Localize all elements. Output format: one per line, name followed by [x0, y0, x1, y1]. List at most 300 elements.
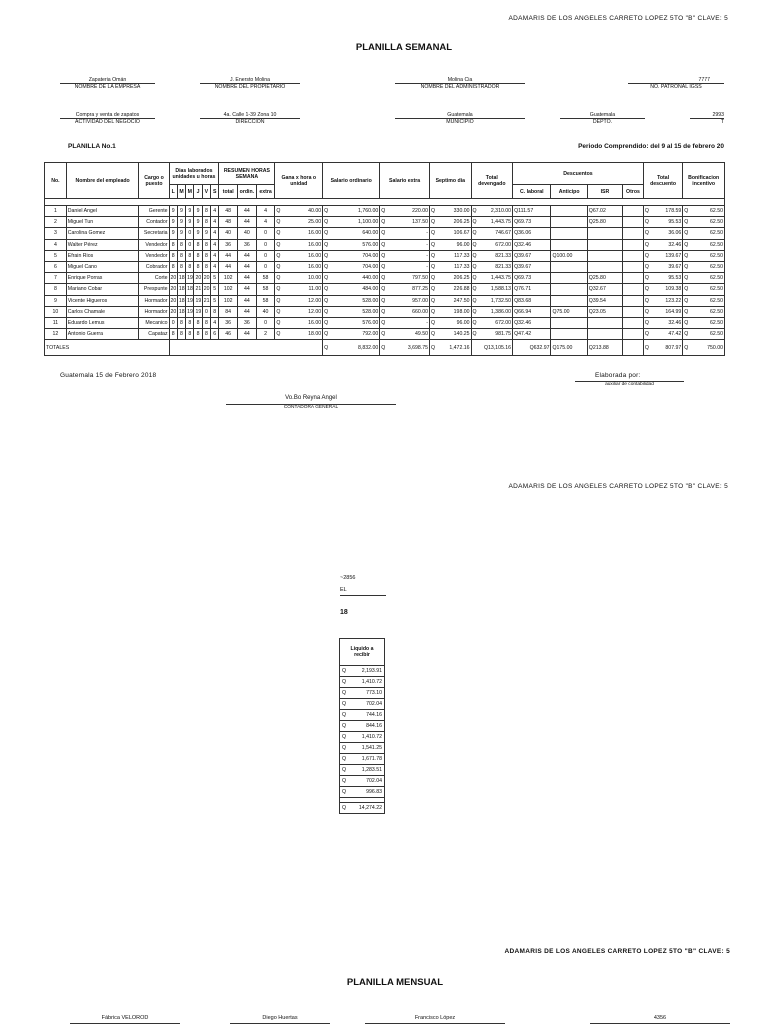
- cell-cargo: Capataz: [139, 329, 169, 340]
- totals-anticipo: [551, 340, 587, 356]
- cell-septimo: [430, 217, 472, 228]
- currency-symbol: Q: [431, 344, 436, 351]
- cell-salario-extra: [380, 317, 430, 328]
- cell-day: 0: [169, 317, 177, 328]
- cell-bonificacion-value: 62.50: [710, 219, 723, 226]
- cell-c-laboral-value: 47.42: [518, 331, 532, 338]
- currency-symbol: Q: [276, 297, 281, 304]
- currency-symbol: Q: [276, 275, 281, 282]
- cell-gana-value: 18.00: [308, 331, 322, 338]
- cell-day: 4: [211, 239, 219, 250]
- cell-otros: [623, 261, 644, 272]
- cell-day: 5: [211, 295, 219, 306]
- currency-symbol: Q: [684, 308, 689, 315]
- cell-day: 8: [186, 250, 194, 261]
- cell-salario-extra-value: 660.00: [412, 308, 429, 315]
- cell-isr: [587, 317, 622, 328]
- currency-symbol: Q: [381, 331, 386, 338]
- cell-extra-hours: 0: [256, 250, 275, 261]
- cell-bonificacion: [683, 295, 725, 306]
- cell-total-descuento: [643, 295, 682, 306]
- liquido-row: [340, 765, 385, 776]
- cell-day: 0: [186, 239, 194, 250]
- cell-bonificacion-value: 62.50: [710, 319, 723, 326]
- cell-extra-hours: 0: [256, 261, 275, 272]
- planilla-number: PLANILLA No.1: [68, 143, 116, 150]
- cell-day: 4: [211, 206, 219, 217]
- currency-symbol: Q: [381, 286, 386, 293]
- cell-septimo-value: 206.25: [453, 219, 470, 226]
- cell-gana: [275, 329, 323, 340]
- currency-symbol: Q: [684, 297, 689, 304]
- cell-septimo-value: 106.67: [453, 230, 470, 237]
- cell-gana: [275, 239, 323, 250]
- liquido-value-value: 844.16: [366, 723, 382, 729]
- liquido-value-value: 1,283.51: [361, 767, 382, 773]
- totals-c-laboral: Q632.97: [513, 340, 551, 356]
- cell-salario-extra-value: 797.50: [412, 275, 429, 282]
- currency-symbol: Q: [431, 241, 436, 248]
- table-row: [45, 261, 725, 272]
- currency-symbol: Q: [514, 241, 519, 248]
- cell-name: Miguel Cano: [66, 261, 139, 272]
- cell-salario-extra: [380, 273, 430, 284]
- cell-gana: [275, 250, 323, 261]
- totals-total-descuento: [643, 340, 682, 356]
- cell-total-hours: 102: [219, 273, 238, 284]
- currency-symbol: Q: [342, 745, 347, 751]
- liquido-value-value: 1,671.78: [361, 756, 382, 762]
- cell-anticipo: [551, 206, 587, 217]
- cell-bonificacion-value: 62.50: [710, 331, 723, 338]
- header-otros: Otros: [623, 185, 644, 199]
- cell-gana: [275, 206, 323, 217]
- currency-symbol: Q: [644, 264, 649, 271]
- currency-symbol: Q: [324, 286, 329, 293]
- cell-salario-ordinario: [323, 261, 380, 272]
- cell-isr-value: 39.54: [592, 297, 606, 304]
- cell-name: Daniel Angel: [66, 206, 139, 217]
- cell-devengado-value: 821.33: [495, 264, 512, 271]
- cell-c-laboral-value: 36.06: [518, 230, 532, 237]
- cell-day: 20: [202, 273, 210, 284]
- cell-day: 8: [194, 329, 202, 340]
- liquido-value: [340, 776, 385, 787]
- cell-gana-value: 16.00: [308, 252, 322, 259]
- currency-symbol: Q: [381, 344, 386, 351]
- cell-devengado: [471, 217, 513, 228]
- cell-salario-ordinario-value: 792.00: [362, 331, 379, 338]
- currency-symbol: Q: [381, 219, 386, 226]
- cell-otros: [623, 317, 644, 328]
- cell-otros: [623, 217, 644, 228]
- cell-total-descuento: [643, 284, 682, 295]
- cell-isr-value: 23.05: [592, 308, 606, 315]
- header-res-ordin: ordin.: [238, 185, 257, 199]
- cell-ordinary-hours: 44: [238, 261, 257, 272]
- cell-gana-value: 25.00: [308, 219, 322, 226]
- cell-day: 4: [211, 317, 219, 328]
- cell-bonificacion: [683, 206, 725, 217]
- student-header: ADAMARIS DE LOS ANGELES CARRETO LOPEZ 5TO "B" CLAVE: 5: [508, 15, 728, 22]
- cell-day: 8: [186, 329, 194, 340]
- currency-symbol: Q: [514, 319, 519, 326]
- cell-no: 11: [45, 317, 67, 328]
- cell-day: 4: [211, 228, 219, 239]
- cell-ordinary-hours: 44: [238, 284, 257, 295]
- cell-septimo: [430, 317, 472, 328]
- cell-day: 9: [194, 228, 202, 239]
- cell-cargo: Corte: [139, 273, 169, 284]
- cell-c-laboral-value: 83.68: [518, 297, 532, 304]
- cell-bonificacion-value: 62.50: [710, 297, 723, 304]
- liquido-total-value: 14,274.22: [358, 805, 382, 811]
- page-title-2: PLANILLA MENSUAL: [346, 977, 444, 988]
- cell-day: 9: [177, 228, 185, 239]
- currency-symbol: Q: [472, 219, 477, 226]
- liquido-value-value: 2,193.91: [361, 668, 382, 674]
- cell-day: 20: [169, 295, 177, 306]
- liquido-value: [340, 688, 385, 699]
- cell-salario-ordinario-value: 1,100.00: [358, 219, 379, 226]
- currency-symbol: Q: [431, 252, 436, 259]
- currency-symbol: Q: [276, 331, 281, 338]
- cell-salario-ordinario-value: 528.00: [362, 308, 379, 315]
- cell-anticipo: [551, 239, 587, 250]
- currency-symbol: Q: [431, 208, 436, 215]
- cell-extra-hours: 0: [256, 317, 275, 328]
- cell-day: 0: [202, 306, 210, 317]
- currency-symbol: Q: [514, 286, 519, 293]
- cell-septimo-value: 247.50: [453, 297, 470, 304]
- cell-name: Efrain Rios: [66, 250, 139, 261]
- cell-anticipo: [551, 228, 587, 239]
- currency-symbol: Q: [324, 319, 329, 326]
- cell-devengado-value: 1,443.75: [490, 219, 512, 226]
- cell-day: 9: [202, 228, 210, 239]
- currency-symbol: Q: [276, 319, 281, 326]
- currency-symbol: Q: [381, 308, 386, 315]
- cell-cargo: Cobrador: [139, 261, 169, 272]
- cell-bonificacion-value: 62.50: [710, 308, 723, 315]
- liquido-row: [340, 787, 385, 798]
- header-descuentos: Descuentos: [513, 163, 644, 185]
- header-day: M: [177, 185, 185, 199]
- cell-total-descuento-value: 95.53: [668, 219, 682, 226]
- cell-anticipo: [551, 295, 587, 306]
- cell-salario-extra: [380, 261, 430, 272]
- cell-cargo: Vendedor: [139, 239, 169, 250]
- currency-symbol: Q: [324, 308, 329, 315]
- liquido-row: [340, 688, 385, 699]
- cell-day: 8: [177, 329, 185, 340]
- cell-no: 8: [45, 284, 67, 295]
- currency-symbol: Q: [588, 308, 593, 315]
- currency-symbol: Q: [276, 308, 281, 315]
- cell-total-descuento-value: 32.46: [668, 319, 682, 326]
- cell-salario-ordinario: [323, 295, 380, 306]
- cell-cargo: Mecanico: [139, 317, 169, 328]
- header-day: V: [202, 185, 210, 199]
- cell-anticipo: [551, 306, 587, 317]
- currency-symbol: Q: [324, 230, 329, 237]
- cell-bonificacion: [683, 217, 725, 228]
- liquido-value-value: 996.83: [366, 789, 382, 795]
- currency-symbol: Q: [644, 252, 649, 259]
- cell-c-laboral-value: 76.71: [518, 286, 532, 293]
- currency-symbol: Q: [342, 712, 347, 718]
- totals-salario-ordinario-value: 8,832.00: [358, 344, 379, 351]
- header-septimo: Septimo dia: [430, 163, 472, 199]
- cell-total-descuento: [643, 250, 682, 261]
- currency-symbol: Q: [644, 344, 649, 351]
- totals-devengado: Q13,105.16: [471, 340, 513, 356]
- currency-symbol: Q: [514, 331, 519, 338]
- cell-devengado: [471, 295, 513, 306]
- cell-devengado-value: 1,732.50: [490, 297, 512, 304]
- liquido-header: Liquido a recibir: [340, 639, 385, 666]
- cell-isr: [587, 228, 622, 239]
- cell-salario-ordinario: [323, 250, 380, 261]
- currency-symbol: Q: [276, 286, 281, 293]
- table-row: [45, 250, 725, 261]
- cell-bonificacion-value: 62.50: [710, 241, 723, 248]
- cell-total-hours: 84: [219, 306, 238, 317]
- cell-total-hours: 102: [219, 284, 238, 295]
- cell-gana-value: 16.00: [308, 264, 322, 271]
- header-total-descuento: Total descuento: [643, 163, 682, 199]
- liquido-row: [340, 721, 385, 732]
- cell-day: 8: [177, 261, 185, 272]
- vobo-name: Vo.Bo Reyna Angel: [285, 395, 337, 401]
- cell-salario-ordinario-value: 704.00: [362, 264, 379, 271]
- cell-anticipo-value: 75.00: [556, 308, 570, 315]
- cell-day: 5: [211, 284, 219, 295]
- liquido-value-value: 1,410.72: [361, 734, 382, 740]
- cell-gana-value: 12.00: [308, 297, 322, 304]
- bottom-field-empresa: Fábrica VELOROD: [101, 1015, 149, 1021]
- cell-salario-ordinario-value: 704.00: [362, 252, 379, 259]
- header-nombre: Nombre del empleado: [66, 163, 139, 199]
- cell-gana: [275, 306, 323, 317]
- currency-symbol: Q: [684, 219, 689, 226]
- totals-row: [45, 340, 725, 356]
- header-bonificacion: Bonificacion incentivo: [683, 163, 725, 199]
- elaborada-line: auxiliar de contabilidad: [575, 381, 684, 387]
- currency-symbol: Q: [588, 219, 593, 226]
- cell-devengado: [471, 306, 513, 317]
- bottom-field-igss: 4356: [653, 1015, 667, 1021]
- cell-c-laboral-value: 69.73: [518, 275, 532, 282]
- cell-bonificacion: [683, 317, 725, 328]
- table-row: [45, 306, 725, 317]
- currency-symbol: Q: [342, 789, 347, 795]
- currency-symbol: Q: [684, 264, 689, 271]
- cell-day: 9: [169, 217, 177, 228]
- cell-septimo: [430, 273, 472, 284]
- misc-value-b: EL: [340, 587, 347, 593]
- totals-total-descuento-value: 807.97: [665, 344, 682, 351]
- currency-symbol: Q: [514, 252, 519, 259]
- currency-symbol: Q: [644, 319, 649, 326]
- liquido-value-value: 702.04: [366, 701, 382, 707]
- cell-day: 8: [169, 261, 177, 272]
- totals-salario-extra-value: 3,698.75: [407, 344, 429, 351]
- cell-day: 8: [194, 239, 202, 250]
- liquido-value: [340, 666, 385, 677]
- header-res-extra: extra: [256, 185, 275, 199]
- currency-symbol: Q: [342, 668, 347, 674]
- cell-day: 18: [177, 273, 185, 284]
- header-day: L: [169, 185, 177, 199]
- cell-salario-extra-value: 957.00: [412, 297, 429, 304]
- cell-ordinary-hours: 36: [238, 239, 257, 250]
- cell-day: 8: [202, 250, 210, 261]
- cell-total-descuento-value: 123.22: [665, 297, 682, 304]
- cell-extra-hours: 58: [256, 273, 275, 284]
- cell-day: 8: [177, 239, 185, 250]
- totals-salario-extra: [380, 340, 430, 356]
- cell-cargo: Gerente: [139, 206, 169, 217]
- field-propietario: J. Enersto Molina NOMBRE DEL PROPIETARIO: [200, 77, 300, 90]
- cell-name: Eduardo Lemus: [66, 317, 139, 328]
- totals-bonificacion-value: 750.00: [707, 344, 723, 351]
- liquido-value: [340, 677, 385, 688]
- cell-salario-ordinario-value: 576.00: [362, 241, 379, 248]
- currency-symbol: Q: [588, 286, 593, 293]
- cell-day: 20: [194, 273, 202, 284]
- cell-no: 4: [45, 239, 67, 250]
- currency-symbol: Q: [684, 241, 689, 248]
- cell-day: 0: [186, 228, 194, 239]
- cell-gana-value: 12.00: [308, 308, 322, 315]
- cell-no: 2: [45, 217, 67, 228]
- cell-name: Mariano Cobar: [66, 284, 139, 295]
- currency-symbol: Q: [684, 252, 689, 259]
- totals-otros: [623, 340, 644, 356]
- cell-day: 8: [177, 250, 185, 261]
- liquido-value-value: 744.16: [366, 712, 382, 718]
- table-row: [45, 273, 725, 284]
- cell-devengado-value: 672.00: [495, 241, 512, 248]
- cell-septimo-value: 96.00: [456, 319, 470, 326]
- cell-c-laboral: [513, 306, 551, 317]
- currency-symbol: Q: [552, 252, 557, 259]
- cell-gana: [275, 228, 323, 239]
- cell-no: 3: [45, 228, 67, 239]
- cell-day: 20: [169, 306, 177, 317]
- cell-devengado-value: 981.75: [495, 331, 512, 338]
- currency-symbol: Q: [472, 264, 477, 271]
- cell-total-hours: 36: [219, 317, 238, 328]
- cell-day: 9: [194, 217, 202, 228]
- currency-symbol: Q: [381, 230, 386, 237]
- cell-extra-hours: 0: [256, 228, 275, 239]
- currency-symbol: Q: [472, 319, 477, 326]
- currency-symbol: Q: [276, 252, 281, 259]
- field-direccion: 4a. Calle 1-39 Zona 10 DIRECCION: [200, 112, 300, 125]
- currency-symbol: Q: [431, 264, 436, 271]
- cell-day: 8: [194, 250, 202, 261]
- cell-salario-extra: [380, 284, 430, 295]
- cell-isr: [587, 295, 622, 306]
- cell-ordinary-hours: 40: [238, 228, 257, 239]
- cell-otros: [623, 228, 644, 239]
- currency-symbol: Q: [324, 297, 329, 304]
- cell-salario-ordinario: [323, 306, 380, 317]
- cell-c-laboral: [513, 273, 551, 284]
- cell-isr-value: 25.80: [592, 275, 606, 282]
- cell-salario-extra-value: 137.50: [412, 219, 429, 226]
- currency-symbol: Q: [342, 723, 347, 729]
- cell-devengado: [471, 329, 513, 340]
- field-actividad: Compra y venta de zapatos ACTIVIDAD DEL NEGOCIO: [60, 112, 155, 125]
- currency-symbol: Q: [431, 230, 436, 237]
- cell-total-descuento-value: 139.67: [665, 252, 682, 259]
- header-resumen: RESUMEN HORAS SEMANA: [219, 163, 275, 185]
- cell-day: 21: [194, 284, 202, 295]
- currency-symbol: Q: [514, 230, 519, 237]
- header-devengado: Total devengado: [471, 163, 513, 199]
- cell-devengado-value: 1,443.75: [490, 275, 512, 282]
- cell-ordinary-hours: 44: [238, 217, 257, 228]
- cell-day: 18: [186, 284, 194, 295]
- cell-name: Antonio Guerra: [66, 329, 139, 340]
- currency-symbol: Q: [381, 208, 386, 215]
- liquido-value-value: 773.10: [366, 690, 382, 696]
- cell-day: 8: [186, 261, 194, 272]
- cell-cargo: Contador: [139, 217, 169, 228]
- currency-symbol: Q: [472, 252, 477, 259]
- cell-day: 8: [211, 306, 219, 317]
- cell-day: 4: [211, 261, 219, 272]
- cell-name: Miguel Tun: [66, 217, 139, 228]
- cell-day: 5: [211, 273, 219, 284]
- cell-name: Carlos Chamale: [66, 306, 139, 317]
- currency-symbol: Q: [644, 219, 649, 226]
- cell-day: 8: [202, 206, 210, 217]
- cell-bonificacion: [683, 228, 725, 239]
- cell-day: 9: [186, 206, 194, 217]
- currency-symbol: Q: [324, 331, 329, 338]
- cell-isr: [587, 306, 622, 317]
- currency-symbol: Q: [588, 344, 593, 351]
- cell-devengado-value: 746.67: [495, 230, 512, 237]
- cell-cargo: Prespunte: [139, 284, 169, 295]
- cell-day: 8: [202, 239, 210, 250]
- currency-symbol: Q: [588, 275, 593, 282]
- cell-bonificacion-value: 62.50: [710, 208, 723, 215]
- cell-ordinary-hours: 44: [238, 206, 257, 217]
- cell-isr: [587, 250, 622, 261]
- cell-total-descuento-value: 164.99: [665, 308, 682, 315]
- currency-symbol: Q: [514, 308, 519, 315]
- cell-devengado-value: 1,588.13: [490, 286, 512, 293]
- cell-salario-ordinario-value: 484.00: [362, 286, 379, 293]
- cell-bonificacion-value: 62.50: [710, 264, 723, 271]
- cell-day: 19: [186, 306, 194, 317]
- cell-total-hours: 46: [219, 329, 238, 340]
- cell-day: 8: [202, 329, 210, 340]
- currency-symbol: Q: [472, 241, 477, 248]
- cell-anticipo: [551, 329, 587, 340]
- cell-salario-extra: [380, 329, 430, 340]
- cell-name: Carolina Gomez: [66, 228, 139, 239]
- cell-gana-value: 16.00: [308, 241, 322, 248]
- cell-total-hours: 102: [219, 295, 238, 306]
- cell-anticipo: [551, 273, 587, 284]
- liquido-row: [340, 699, 385, 710]
